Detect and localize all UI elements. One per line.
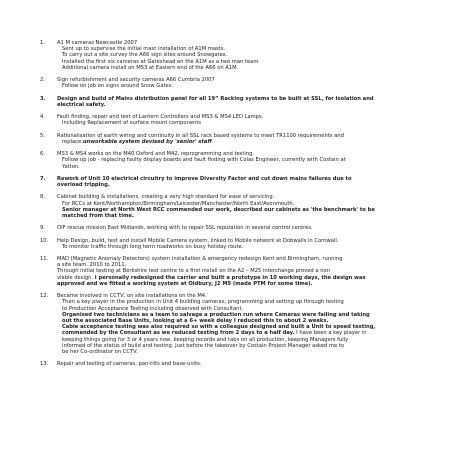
- line-text: To carry out a site survey the A66 sign sites around Snowgates.: [62, 52, 228, 59]
- list-item: [40, 40, 412, 71]
- line-text: Additional camera install on M53 at Eastern end of the A66 on A1M.: [62, 64, 239, 71]
- item-body: [57, 225, 412, 231]
- text-line: [57, 225, 412, 231]
- item-number: 9.: [40, 225, 45, 232]
- line-text: replace: [62, 138, 83, 145]
- text-line: [57, 164, 412, 170]
- line-text: informed of the status of build and testing. Just before the takeover by Costain Project Manager asked me to: [62, 342, 345, 349]
- line-text: Fault finding, repair and test of Lantern Controllers and MS3 & MS4 LED Lamps.: [57, 114, 264, 121]
- line-text: a site team. 2010 to 2011.: [57, 262, 127, 269]
- item-number: 3.: [40, 95, 46, 102]
- line-text: Installed the first six cameras at Gateshead on the A1M as a two man team.: [62, 58, 261, 65]
- item-body: [57, 256, 412, 287]
- list-item: [40, 238, 412, 250]
- line-text: Design and build of Mains distribution panel for all 19” Racking systems to be built at SSL, for isolation and: [57, 95, 374, 102]
- line-text: Including Replacement of surface mount components: [62, 120, 202, 127]
- line-text: To monitor traffic through long term roadworks on busy holiday route.: [62, 243, 244, 250]
- line-text: MS3 & MS4 works on the M40 Oxford and M42, reprogramming and testing.: [57, 151, 255, 158]
- item-number: 10.: [40, 237, 49, 244]
- line-end: .: [211, 138, 214, 145]
- item-body: [57, 293, 412, 355]
- line-text: Then a key player in the production in Unit 4 building cameras, programming and setting up through testing: [62, 299, 344, 306]
- line-text: Rework of Unit 10 electrical circuitry to improve Diversity Factor and cut down mains failures due to: [57, 175, 352, 182]
- item-number: 13.: [40, 361, 49, 368]
- list-item: [40, 77, 412, 89]
- item-number: 7.: [40, 175, 46, 182]
- line-text: be her Co-ordinator on CCTV.: [62, 348, 138, 355]
- list-item: [40, 151, 412, 170]
- item-number: 1.: [40, 40, 45, 46]
- line-text: Rationalisation of earth wiring and continuity in all SSL rack based systems to meet TR1100 requirements and: [57, 132, 344, 139]
- line-text: approved and we fitted a working system at Oldbury, J2 M5 (made PTM for some time).: [57, 280, 313, 287]
- line-text: Help Design, build, test and install Mobile Camera system, linked to Mobile network at Dobwalls in Cornwall.: [57, 237, 339, 244]
- line-text: Senior manager at North West RCC commended our work, described our cabinets as 'the benchmark' to be: [62, 206, 375, 213]
- line-text: Follow up job - replacing faulty display boards and fault finding with Colas Engineer, currently with Costain at: [62, 157, 346, 164]
- line-text: Yatton.: [62, 163, 80, 170]
- list-item: [40, 133, 412, 145]
- text-line: [57, 244, 412, 250]
- list-item: [40, 361, 412, 367]
- line-text: OIF rescue mission East Midlands, working with to repair SSL reputation in several control centres.: [57, 225, 313, 232]
- text-line: [57, 213, 412, 219]
- text-line: [57, 120, 412, 126]
- line-text: overload tripping.: [57, 182, 110, 189]
- item-body: [57, 194, 412, 219]
- text-line: [57, 83, 412, 89]
- list-item: [40, 256, 412, 287]
- text-line: [57, 182, 412, 188]
- item-body: [57, 361, 412, 367]
- line-text: Became involved in CCTV, on site installations on the M4.: [57, 293, 207, 300]
- emphasis-text: I personally redesigned the carrier and built a prototype in 10 working days, the design was: [94, 274, 366, 281]
- line-text: electrical safety.: [57, 101, 106, 108]
- item-body: [57, 77, 412, 89]
- line-text: viable design.: [57, 274, 95, 281]
- line-text: Organised two technicians as a team to salvage a production run where Cameras were failing and taking: [62, 311, 370, 318]
- line-text: Sent up to supervise the initial mast installation of A1M masts.: [62, 46, 226, 53]
- line-text: Cabinet building & installations, creating a very high standard for ease of servicing.: [57, 194, 275, 201]
- line-text: matched from that time.: [62, 212, 134, 219]
- item-number: 6.: [40, 151, 45, 158]
- line-text: keeping things going for 3 or 4 years now, keeping records and tabs on all production, keeping Managers fully: [62, 336, 349, 343]
- emphasis-text: I have been a key player in: [294, 330, 367, 337]
- text-line: [57, 65, 412, 71]
- list-item: [40, 96, 412, 108]
- item-body: [57, 96, 412, 108]
- line-text: Through initial testing at Berkshire test centre to a first install on the A2 – M25 interchange proved a non: [57, 268, 330, 275]
- text-line: [57, 102, 412, 108]
- list-item: [40, 176, 412, 188]
- line-text: to Production Acceptance Testing including observed with Consultant.: [62, 305, 244, 312]
- item-body: [57, 133, 412, 145]
- text-line: [57, 361, 412, 367]
- item-number: 4.: [40, 114, 45, 121]
- item-number: 12.: [40, 293, 49, 300]
- text-line: [57, 96, 412, 102]
- item-number: 11.: [40, 256, 49, 263]
- line-text: A1 M cameras Newcastle 2007: [57, 40, 138, 46]
- line-text: out the associated Base Units, looking at a 6+ week delay I reduced this to about 2 weeks.: [62, 317, 329, 324]
- list-item: [40, 194, 412, 219]
- text-line: [57, 281, 412, 287]
- line-text: Repair and testing of cameras, pan-tilts and base-units.: [57, 361, 202, 368]
- text-line: [57, 139, 412, 145]
- item-body: [57, 40, 412, 71]
- list-item: [40, 114, 412, 126]
- line-text: Follow on job on signs around Snow Gates.: [62, 83, 174, 90]
- line-text: Sign refurbishment and security cameras A66 Cumbria 2007: [57, 77, 215, 84]
- item-number: 2.: [40, 77, 45, 84]
- line-text: For RCCs at Kent/Northampton/Birmingham/Leicester/Manchester/North East/Avonmouth.: [62, 200, 295, 207]
- item-number: 5.: [40, 132, 45, 139]
- item-number: 8.: [40, 194, 45, 201]
- item-body: [57, 238, 412, 250]
- line-text: commended by the Consultant as we reduced testing from 2 days to a half day.: [62, 330, 295, 337]
- line-text: Cable acceptance testing was also required so with a colleague designed and built a Unit to speed testing,: [62, 324, 376, 331]
- item-body: [57, 114, 412, 126]
- list-item: [40, 293, 412, 355]
- emphasis-text: unworkable system devised by 'senior' staff: [82, 138, 212, 145]
- line-text: MAD (Magnetic Anomaly Detectors) system installation & emergency redesign Kent and Birmingham, running: [57, 256, 343, 263]
- list-item: [40, 225, 412, 231]
- text-line: [57, 349, 412, 355]
- item-body: [57, 176, 412, 188]
- item-body: [57, 151, 412, 170]
